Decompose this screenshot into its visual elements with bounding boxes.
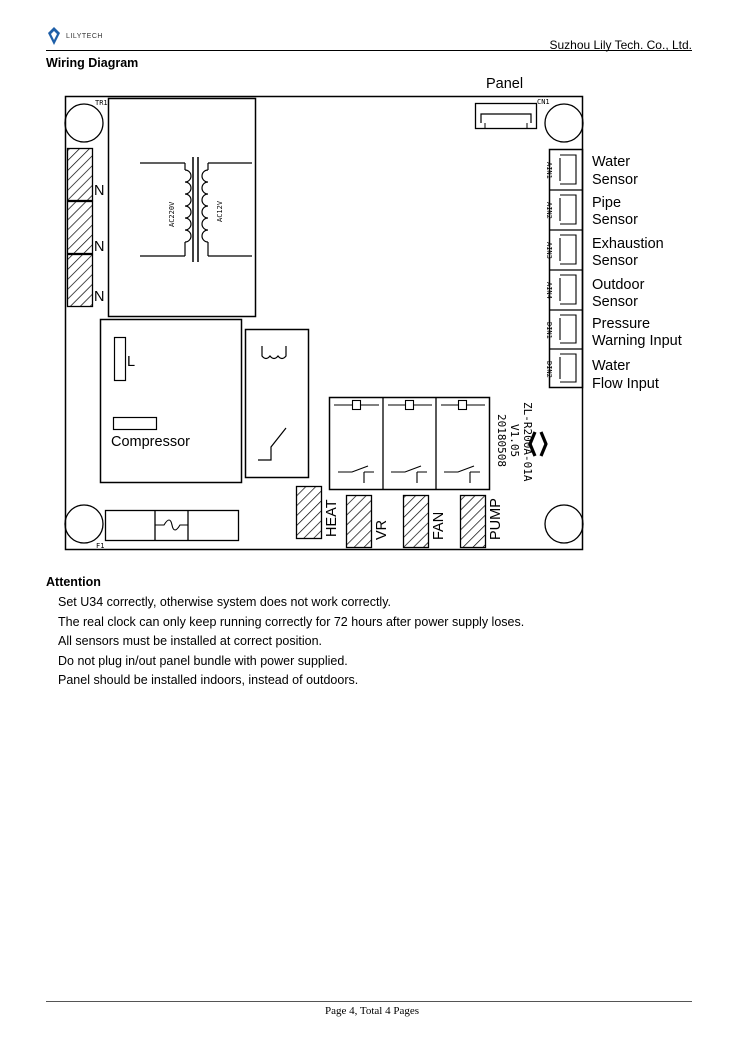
ain2-label: AIN2 (545, 202, 553, 219)
wiring-diagram (46, 74, 696, 559)
mounting-hole (65, 505, 103, 543)
mounting-hole (65, 104, 103, 142)
sensor-label-line2: Sensor (592, 294, 638, 310)
attention-list (58, 593, 524, 691)
sensor-label-line1: Pipe (592, 195, 622, 211)
output-label-pump: PUMP (488, 498, 504, 540)
contactor-l-label: L (127, 354, 136, 370)
ac12v-label: AC12V (216, 200, 224, 222)
tr1-label: TR1 (95, 99, 108, 107)
din2-label: DIN2 (545, 361, 553, 378)
company-name: Suzhou Lily Tech. Co., Ltd. (549, 38, 692, 52)
version-label: V1.05 (508, 424, 521, 458)
mounting-hole (545, 505, 583, 543)
attention-item: Panel should be installed indoors, instead of outdoors. (58, 673, 359, 687)
cn1-label: CN1 (537, 98, 550, 106)
fuse (106, 511, 239, 541)
sensor-label-line2: Sensor (592, 212, 638, 228)
board-outline (66, 97, 583, 550)
ain1-label: AIN1 (545, 162, 553, 179)
company-logo (46, 26, 103, 46)
logo-icon (46, 26, 62, 46)
logo-text: LILYTECH (66, 32, 103, 40)
terminal-n-label: N (94, 183, 105, 199)
compressor-label: Compressor (111, 434, 190, 450)
page-number: Page 4, Total 4 Pages (324, 1005, 420, 1017)
ain4-label: AIN4 (545, 282, 553, 299)
transformer (109, 99, 256, 317)
relay-module (246, 330, 309, 478)
power-terminal-block (68, 149, 93, 307)
compressor-contactor (101, 320, 242, 483)
sensor-label-line1: Exhaustion (592, 236, 664, 252)
sensor-label-line1: Pressure (592, 316, 651, 332)
attention-item: All sensors must be installed at correct position. (58, 634, 323, 648)
sensor-label-line2: Sensor (592, 253, 638, 269)
footer-divider (46, 1001, 692, 1002)
output-label-vr: VR (374, 519, 390, 540)
sensor-label-line2: Warning Input (592, 333, 682, 349)
panel-connector (476, 104, 537, 129)
sensor-label-line2: Flow Input (592, 376, 659, 392)
header-divider (46, 50, 692, 51)
model-label: ZL-R200A-01A (521, 402, 534, 482)
section-title: Wiring Diagram (46, 56, 139, 70)
output-label-fan: FAN (431, 511, 447, 540)
sensor-label-line2: Sensor (592, 172, 638, 188)
sensor-connectors (549, 150, 583, 388)
ac220v-label: AC220V (168, 201, 176, 227)
f1-label: F1 (96, 542, 105, 550)
panel-label: Panel (486, 76, 524, 92)
terminal-n-label: N (94, 289, 105, 305)
din1-label: DIN1 (545, 322, 553, 339)
sensor-label-line1: Water (592, 154, 631, 170)
output-label-heat: HEAT (324, 499, 340, 537)
terminal-n-label: N (94, 239, 105, 255)
output-relays (330, 397, 490, 490)
attention-item: Do not plug in/out panel bundle with power supplied. (58, 653, 348, 668)
mounting-hole (545, 104, 583, 142)
ain3-label: AIN3 (545, 242, 553, 259)
sensor-label-line1: Water (592, 358, 631, 374)
attention-item: The real clock can only keep running correctly for 72 hours after power supply loses. (58, 614, 525, 629)
attention-title: Attention (46, 575, 101, 589)
attention-item: Set U34 correctly, otherwise system does not work correctly. (58, 595, 391, 609)
date-label: 20180508 (495, 414, 508, 467)
sensor-label-line1: Outdoor (592, 277, 645, 293)
